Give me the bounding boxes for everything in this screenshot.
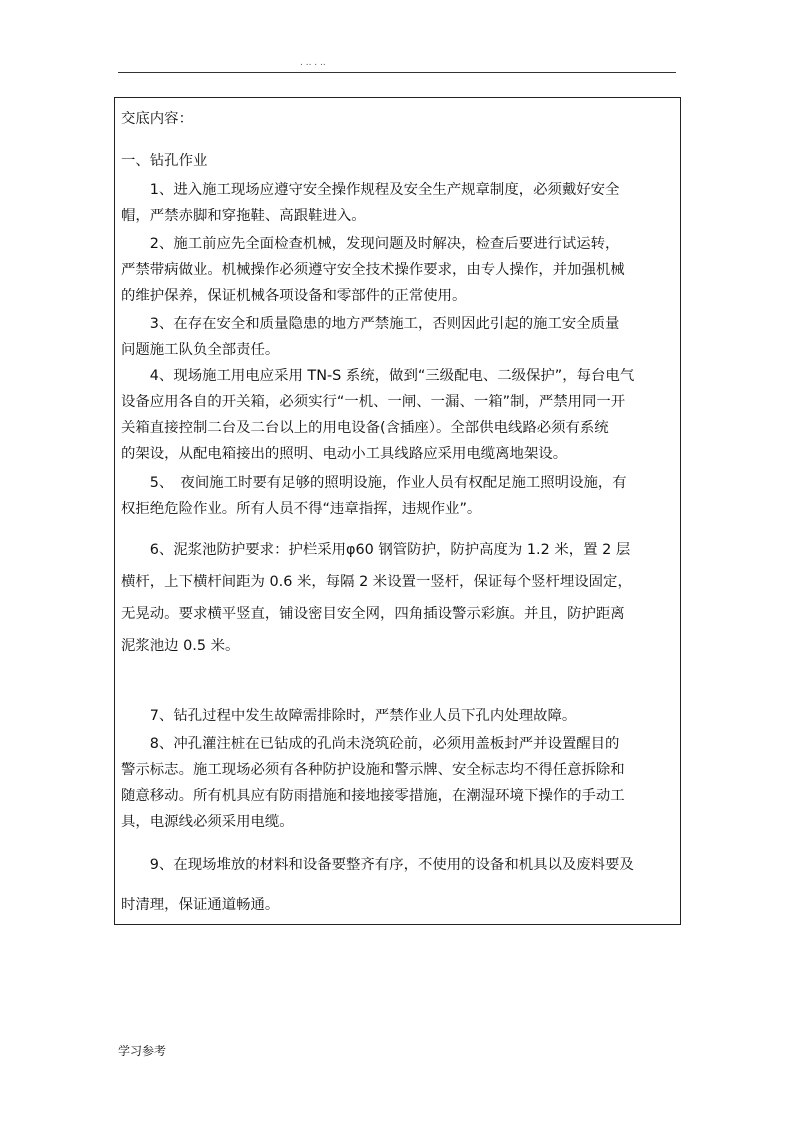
item-line: 6、泥浆池防护要求：护栏采用φ60 钢管防护，防护高度为 1.2 米，置 2 层	[121, 542, 631, 558]
item-line: 9、在现场堆放的材料和设备要整齐有序，不使用的设备和机具以及废料要及	[121, 857, 634, 873]
item-line: 4、现场施工用电应采用 TN-S 系统，做到“三级配电、二级保护”，每台电气	[121, 368, 635, 384]
item-line: 警示标志。施工现场必须有各种防护设施和警示牌、安全标志均不得任意拆除和	[121, 762, 625, 778]
item-7	[121, 703, 677, 729]
item-line: 1、进入施工现场应遵守安全操作规程及安全生产规章制度，必须戴好安全	[121, 182, 620, 198]
item-line: 的架设，从配电箱接出的照明、电动小工具线路应采用电缆离地架设。	[121, 446, 568, 462]
item-line: 帽，严禁赤脚和穿拖鞋、高跟鞋进入。	[121, 208, 366, 224]
item-9	[121, 849, 677, 921]
footer-label: 学习参考	[118, 1044, 167, 1058]
item-line: 横杆，上下横杆间距为 0.6 米，每隔 2 米设置一竖杆，保证每个竖杆埋设固定，	[121, 574, 632, 590]
item-line: 权拒绝危险作业。所有人员不得“违章指挥，违规作业”。	[121, 501, 482, 517]
item-line: 随意移动。所有机具应有防雨措施和接地接零措施，在潮湿环境下操作的手动工	[121, 788, 625, 804]
item-line: 5、 夜间施工时要有足够的照明设施，作业人员有权配足施工照明设施，有	[121, 475, 627, 491]
header-marks: . .. . ..	[300, 58, 326, 68]
item-line: 2、施工前应先全面检查机械，发现问题及时解决，检查后要进行试运转，	[121, 236, 620, 252]
item-1	[121, 177, 677, 229]
item-line: 无晃动。要求横平竖直，铺设密目安全网，四角插设警示彩旗。并且，防护距离	[121, 606, 625, 622]
item-line: 7、钻孔过程中发生故障需排除时，严禁作业人员下孔内处理故障。	[121, 708, 577, 724]
section-title: 一、钻孔作业	[121, 153, 208, 169]
section-label: 交底内容：	[121, 111, 193, 127]
item-8	[121, 731, 677, 835]
item-line: 关箱直接控制二台及二台以上的用电设备(含插座）。全部供电线路必须有系统	[121, 420, 609, 436]
item-line: 具，电源线必须采用电缆。	[121, 814, 294, 830]
item-line: 时清理，保证通道畅通。	[121, 897, 280, 913]
header-rule	[118, 72, 676, 73]
item-2	[121, 231, 677, 309]
item-line: 设备应用各自的开关箱，必须实行“一机、一闸、一漏、一箱”制，严禁用同一开	[121, 394, 626, 410]
item-line: 严禁带病做业。机械操作必须遵守安全技术操作要求，由专人操作，并加强机械	[121, 262, 625, 278]
item-line: 8、冲孔灌注桩在已钻成的孔尚未浇筑砼前，必须用盖板封严并设置醒目的	[121, 736, 620, 752]
item-6	[121, 534, 677, 662]
item-4	[121, 363, 677, 467]
item-line: 的维护保养，保证机械各项设备和零部件的正常使用。	[121, 288, 467, 304]
item-line: 泥浆池边 0.5 米。	[121, 638, 240, 654]
item-5	[121, 470, 677, 522]
item-3	[121, 311, 677, 363]
item-line: 问题施工队负全部责任。	[121, 342, 280, 358]
item-line: 3、在存在安全和质量隐患的地方严禁施工，否则因此引起的施工安全质量	[121, 316, 620, 332]
